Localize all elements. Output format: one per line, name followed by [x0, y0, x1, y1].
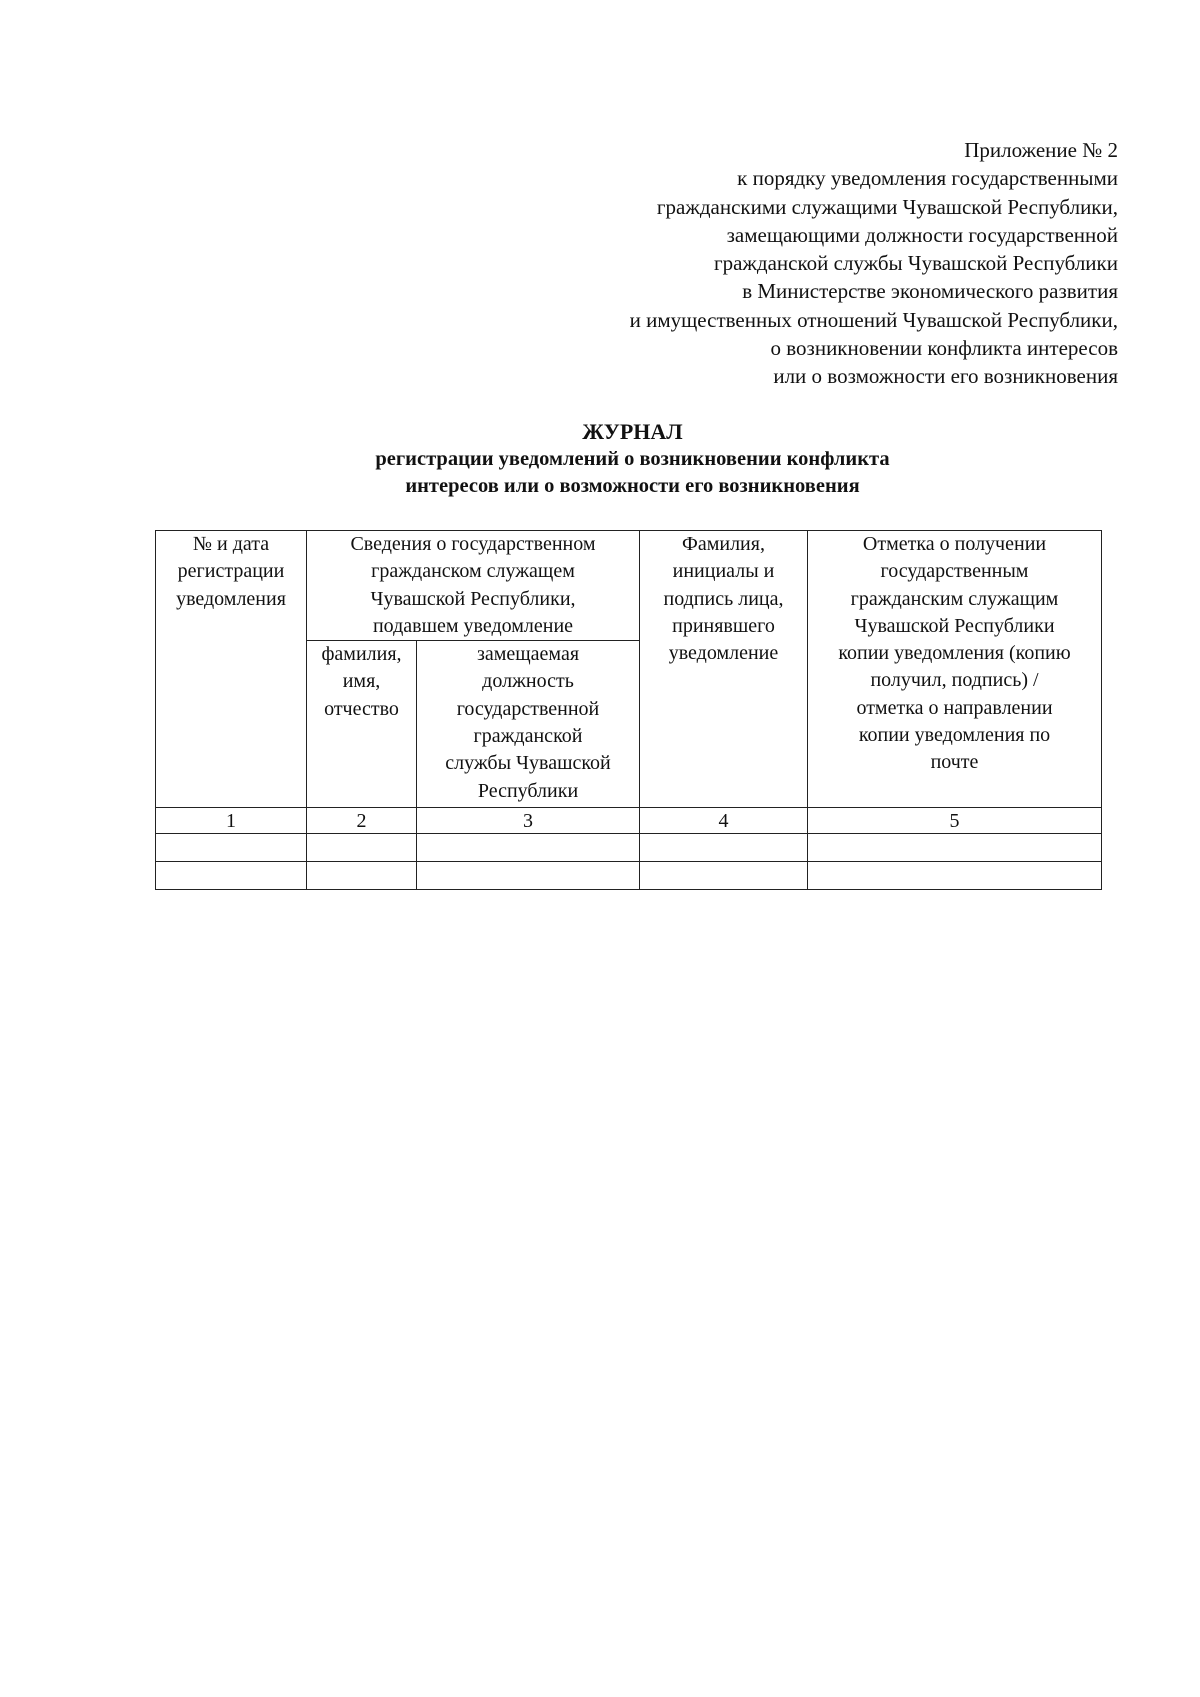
header-full-name: фамилия, имя, отчество	[307, 641, 417, 808]
table-cell	[640, 834, 808, 862]
header-servant-info-group: Сведения о государственном гражданском служащем Чувашской Республики, подавшем уведомление	[307, 531, 640, 641]
appendix-line: и имущественных отношений Чувашской Республики,	[629, 307, 1118, 332]
header-row	[156, 531, 1102, 641]
appendix-block	[630, 136, 1118, 391]
appendix-line: гражданскими служащими Чувашской Республики,	[656, 194, 1118, 219]
journal-subtitle-line: регистрации уведомлений о возникновении конфликта	[375, 448, 890, 470]
header-copy-receipt-mark: Отметка о получении государственным гражданским служащим Чувашской Республики копии уведомления (копию получил, подпись) / отметка о направлении копии уведомления по почте	[808, 531, 1102, 808]
column-number: 4	[640, 808, 808, 834]
appendix-line: о возникновении конфликта интересов	[770, 336, 1118, 361]
table-cell	[307, 834, 417, 862]
column-number: 1	[156, 808, 307, 834]
table-cell	[156, 862, 307, 890]
table-cell	[640, 862, 808, 890]
table-cell	[808, 834, 1102, 862]
header-receiver-name-signature: Фамилия, инициалы и подпись лица, принявшего уведомление	[640, 531, 808, 808]
column-number: 3	[417, 808, 640, 834]
registration-table	[155, 530, 1102, 890]
column-number-row	[156, 808, 1102, 834]
column-number: 5	[808, 808, 1102, 834]
appendix-line: в Министерстве экономического развития	[742, 279, 1118, 304]
table-row	[156, 834, 1102, 862]
appendix-line: или о возможности его возникновения	[773, 364, 1118, 389]
table-cell	[417, 834, 640, 862]
table-cell	[417, 862, 640, 890]
header-position: замещаемая должность государственной гражданской службы Чувашской Республики	[417, 641, 640, 808]
appendix-line: к порядку уведомления государственными	[737, 166, 1118, 191]
table-cell	[307, 862, 417, 890]
journal-title: ЖУРНАЛ	[582, 419, 683, 444]
appendix-line: замещающими должности государственной	[726, 222, 1118, 247]
table-cell	[808, 862, 1102, 890]
header-registration-number-date: № и дата регистрации уведомления	[156, 531, 307, 808]
journal-subtitle-line: интересов или о возможности его возникновения	[405, 474, 860, 497]
column-number: 2	[307, 808, 417, 834]
journal-subtitle	[0, 446, 1200, 499]
table-row	[156, 862, 1102, 890]
table-cell	[156, 834, 307, 862]
appendix-line: гражданской службы Чувашской Республики	[713, 251, 1118, 276]
appendix-line: Приложение № 2	[964, 138, 1118, 162]
